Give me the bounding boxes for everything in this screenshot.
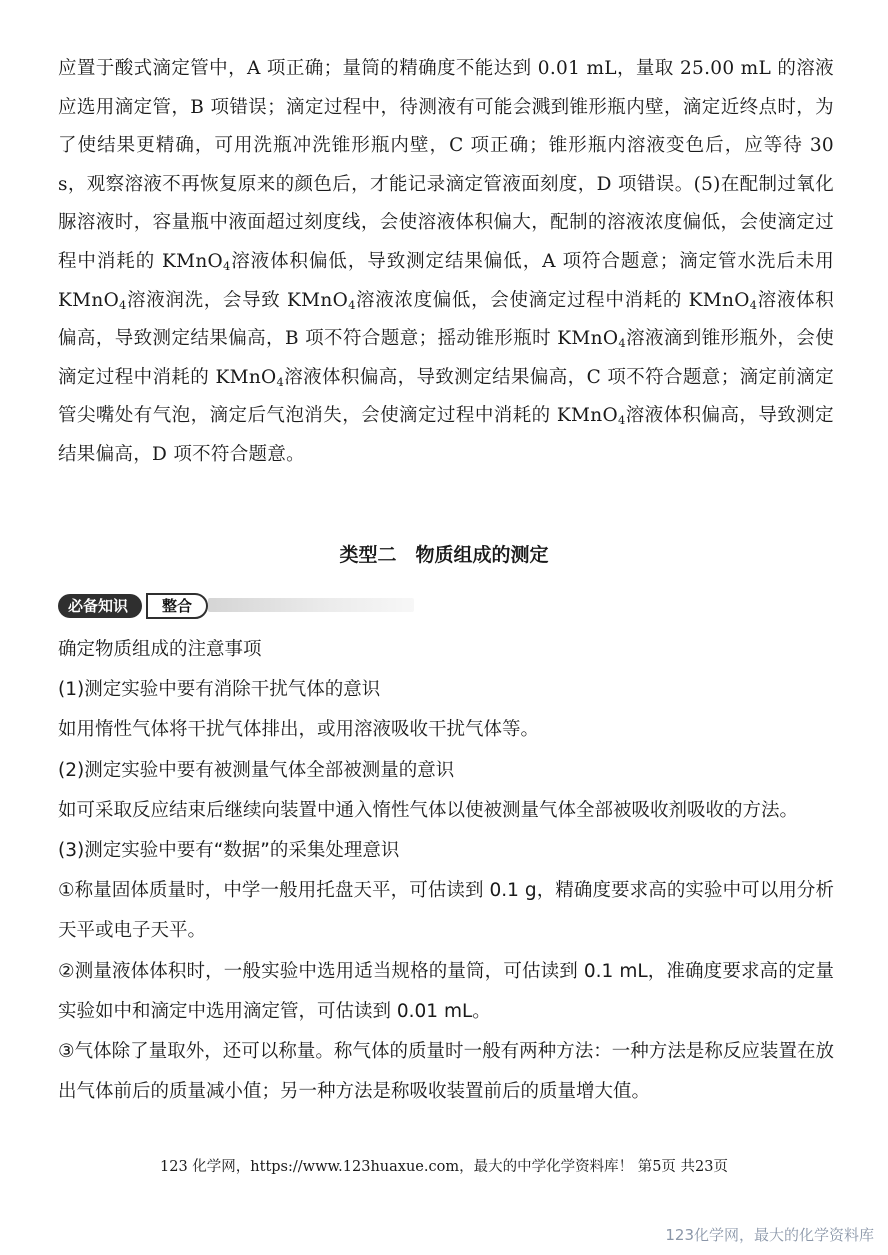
subscript-4: 4 [617,413,626,428]
subscript-4: 4 [618,336,626,351]
subscript-4: 4 [223,258,231,273]
subscript-4: 4 [119,297,127,312]
banner-tag: 整合 [146,593,208,619]
banner-decoration [208,598,414,612]
notes-line: 如用惰性气体将干扰气体排出，或用溶液吸收干扰气体等。 [58,719,540,741]
watermark: 123化学网，最大的化学资料库 [665,1226,874,1244]
solution-text: 溶液体积偏高，导致测定结果偏高，D 项不符合题意。 [58,405,834,465]
notes-line: (2)测定实验中要有被测量气体全部被测量的意识 [58,759,455,781]
solution-text: 溶液滴到锥形瓶外，会使滴定过程中消耗的 KMnO [58,328,834,388]
notes-line: (1)测定实验中要有消除干扰气体的意识 [58,679,381,701]
subscript-4: 4 [276,374,285,389]
subscript-4: 4 [749,297,758,312]
notes-heading: 确定物质组成的注意事项 [58,639,262,660]
solution-paragraph [58,50,834,475]
notes-line: 如可采取反应结束后继续向装置中通入惰性气体以使被测量气体全部被吸收剂吸收的方法。 [58,799,799,821]
solution-text: 溶液体积偏低，导致测定结果偏低，A 项符合题意；滴定管水洗后未用 KMnO [58,250,835,311]
solution-text: 溶液润洗，会导致 KMnO [126,289,349,311]
solution-text: 溶液浓度偏低，会使滴定过程中消耗的 KMnO [355,289,750,311]
banner-label: 必备知识 [58,594,142,618]
solution-text: 溶液体积偏高，导致测定结果偏高，C 项不符合题意；滴定前滴定管尖嘴处有气泡，滴定后气泡消失，会使滴定过程中消耗的 KMnO [58,366,834,427]
notes-line: ②测量液体体积时，一般实验中选用适当规格的量筒，可估读到 0.1 mL，准确度要求高的定量实验如中和滴定中选用滴定管，可估读到 0.01 mL。 [58,960,834,1022]
section-banner [58,594,414,620]
page-footer: 123 化学网，https://www.123huaxue.com，最大的中学化学资料库！ 第5页 共23页 [160,1159,728,1175]
notes-section [58,630,834,1112]
section-title: 类型二 物质组成的测定 [339,544,549,566]
notes-line: ③气体除了量取外，还可以称量。称气体的质量时一般有两种方法：一种方法是称反应装置在放出气体前后的质量减小值；另一种方法是称吸收装置前后的质量增大值。 [58,1041,834,1103]
notes-line: (3)测定实验中要有“数据”的采集处理意识 [58,840,400,862]
subscript-4: 4 [348,297,356,312]
solution-text: 溶液体积偏高，导致测定结果偏高，B 项不符合题意；摇动锥形瓶时 KMnO [58,289,834,350]
notes-line: ①称量固体质量时，中学一般用托盘天平，可估读到 0.1 g，精确度要求高的实验中可以用分析天平或电子天平。 [58,880,834,942]
solution-text: 应置于酸式滴定管中，A 项正确；量筒的精确度不能达到 0.01 mL，量取 25.00 mL 的溶液应选用滴定管，B 项错误；滴定过程中，待测液有可能会溅到锥形瓶内壁，滴定近终点时，为了使结果更精确，可用洗瓶冲洗锥形瓶内壁，C 项正确；锥形瓶内溶液变色后，应等待 30 s，观察溶液不再恢复原来的颜色后，才能记录滴定管液面刻度，D 项错误。(5)在配制过氧化脲溶液时，容量瓶中液面超过刻度线，会使溶液体积偏大，配制的溶液浓度偏低，会使滴定过程中消耗的 KMnO [58,58,834,272]
